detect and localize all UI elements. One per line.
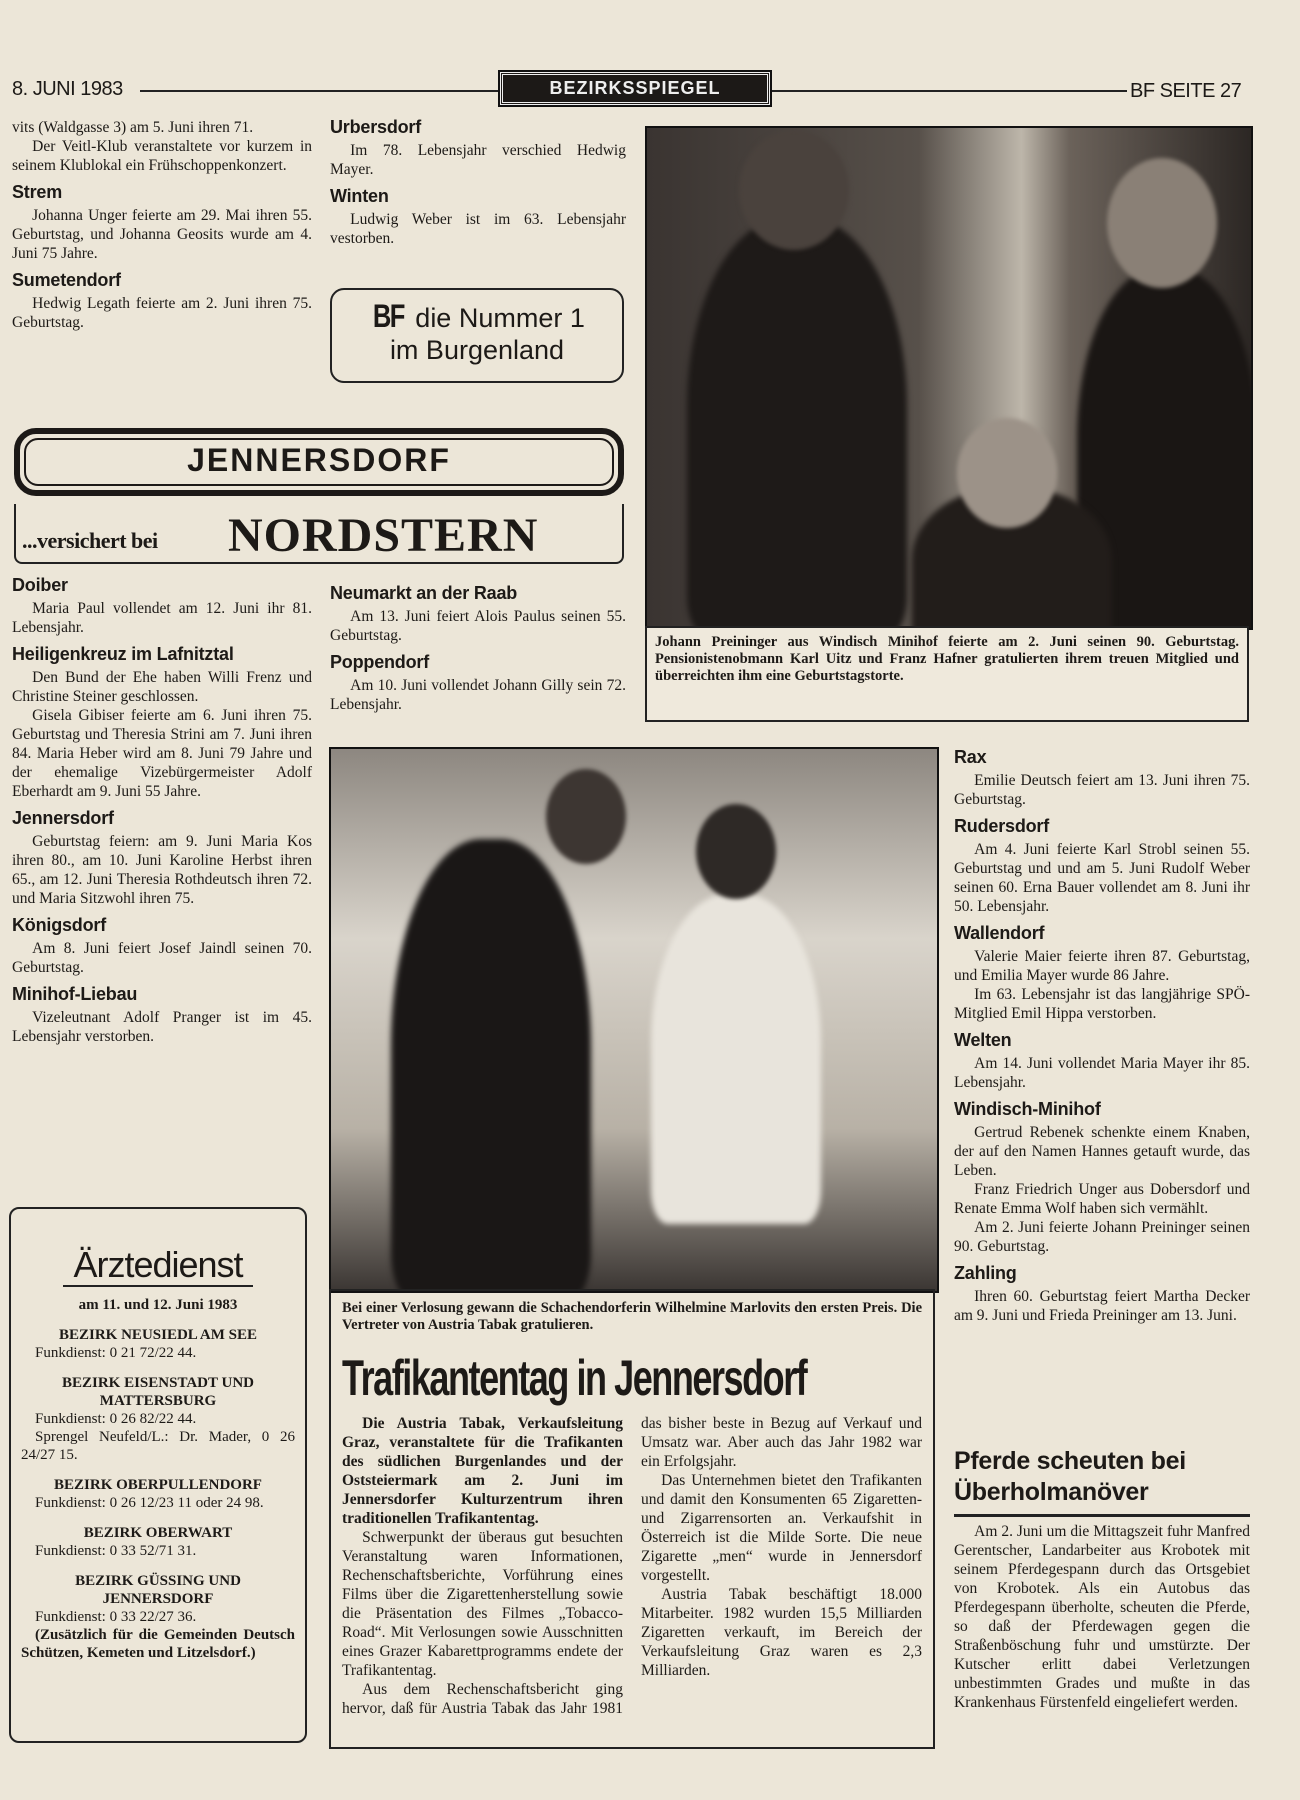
section-text: Ihren 60. Geburtstag feiert Martha Decker am 9. Juni und Frieda Preininger am 13. Juni. <box>954 1288 1250 1324</box>
section-text: Am 14. Juni vollendet Maria Mayer ihr 85. Lebensjahr. <box>954 1055 1250 1091</box>
woman-head <box>696 804 776 899</box>
article-paragraph: Austria Tabak beschäftigt 18.000 Mitarbeiter. 1982 wurden 15,5 Milliarden Zigaretten verkauft, im Bereich der Verkaufsleitung Graz waren es 2,3 Milliarden. <box>641 1586 922 1679</box>
section-text: Franz Friedrich Unger aus Dobersdorf und Renate Emma Wolf haben sich vermählt. <box>954 1181 1250 1217</box>
person-right-head <box>1107 158 1217 288</box>
district-name: BEZIRK GÜSSING UND JENNERSDORF <box>75 1573 241 1607</box>
aerztedienst-box <box>9 1207 307 1743</box>
district-line: Funkdienst: 0 33 52/71 31. <box>35 1543 197 1559</box>
section-text: Vizeleutnant Adolf Pranger ist im 45. Lebensjahr verstorben. <box>12 1009 312 1045</box>
section-text: Am 4. Juni feierte Karl Strobl seinen 55. Geburtstag und und am 5. Juni Rudolf Weber seinen 60. Erna Bauer vollendet am 8. Juni ihr 50. Lebensjahr. <box>954 841 1250 915</box>
header-rule-left <box>140 90 500 92</box>
ad-line-1: die Nummer 1 <box>415 303 585 333</box>
section-heading: Königsdorf <box>12 915 106 935</box>
photo1-caption: Johann Preininger aus Windisch Minihof feierte am 2. Juni seinen 90. Geburtstag. Pensionistenobmann Karl Uitz und Franz Hafner gratulierten ihrem treuen Mitglied und überreichten ihm eine Geburtstagstorte. <box>645 626 1249 722</box>
section-text: Im 78. Lebensjahr verschied Hedwig Mayer. <box>330 142 626 178</box>
article-headline: Trafikantentag in Jennersdorf <box>342 1350 807 1406</box>
section-text: Am 10. Juni vollendet Johann Gilly sein 72. Lebensjahr. <box>330 677 626 713</box>
section-heading: Urbersdorf <box>330 117 422 137</box>
left-top-column <box>12 118 312 332</box>
district-line: Funkdienst: 0 26 12/23 11 oder 24 98. <box>35 1495 264 1511</box>
continued-text: vits (Waldgasse 3) am 5. Juni ihren 71. <box>12 119 254 136</box>
woman-silhouette <box>651 894 821 1224</box>
col2-top-column <box>330 116 626 248</box>
section-text: Im 63. Lebensjahr ist das langjährige SPÖ-Mitglied Emil Hippa verstorben. <box>954 986 1250 1022</box>
section-text: Gisela Gibiser feierte am 6. Juni ihren 75. Geburtstag und Theresia Strini am 7. Juni ihren 84. Maria Heber wird am 8. Juni 79 Jahre und der ehemalige Vizebürgermeister Adolf Eberhardt am 9. Juni 55 Jahre. <box>12 707 312 800</box>
bf-ad-box <box>330 288 624 383</box>
section-text: Gertrud Rebenek schenkte einem Knaben, der auf den Namen Hannes getauft wurde, das Leben. <box>954 1124 1250 1179</box>
pferde-rule <box>954 1514 1250 1517</box>
section-heading: Sumetendorf <box>12 270 121 290</box>
section-label: BEZIRKSSPIEGEL <box>500 72 770 105</box>
district-name: BEZIRK NEUSIEDL AM SEE <box>59 1327 257 1343</box>
section-text: Johanna Unger feierte am 29. Mai ihren 55. Geburtstag, und Johanna Geosits wurde am 4. Juni 75 Jahre. <box>12 207 312 262</box>
section-heading: Wallendorf <box>954 923 1045 943</box>
section-heading: Welten <box>954 1030 1012 1050</box>
person-seated-head <box>957 418 1057 528</box>
man-head <box>546 769 626 864</box>
district-line: Sprengel Neufeld/L.: Dr. Mader, 0 26 24/27 15. <box>21 1429 295 1463</box>
ad-line-2: im Burgenland <box>389 335 565 365</box>
pferde-headline: Pferde scheuten bei Überholmanöver <box>954 1447 1186 1506</box>
section-text: Am 13. Juni feiert Alois Paulus seinen 55. Geburtstag. <box>330 608 626 644</box>
page-number: BF SEITE 27 <box>1130 80 1242 102</box>
aerztedienst-title: Ärztedienst <box>63 1245 252 1287</box>
birthday-photo <box>645 126 1253 630</box>
pferde-body <box>954 1522 1250 1712</box>
page-date: 8. JUNI 1983 <box>12 78 123 100</box>
section-heading: Heiligenkreuz im Lafnitztal <box>12 644 234 664</box>
sponsor-name: NORDSTERN <box>228 509 539 562</box>
district-line: Funkdienst: 0 26 82/22 44. <box>35 1411 197 1427</box>
section-text: Hedwig Legath feierte am 2. Juni ihren 75. Geburtstag. <box>12 295 312 331</box>
section-text: Maria Paul vollendet am 12. Juni ihr 81. Lebensjahr. <box>12 600 312 636</box>
district-line: Funkdienst: 0 21 72/22 44. <box>35 1345 197 1361</box>
raffle-photo <box>329 747 939 1293</box>
section-text: Geburtstag feiern: am 9. Juni Maria Kos ihren 80., am 10. Juni Karoline Herbst ihren 65., am 12. Juni Theresia Rothdeutsch ihren 72. und Maria Sitzwohl ihren 75. <box>12 833 312 907</box>
sponsor-prefix: ...versichert bei <box>22 528 158 553</box>
continued-text: Der Veitl-Klub veranstaltete vor kurzem in seinem Klublokal ein Frühschoppenkonzert. <box>12 138 312 174</box>
col2-column <box>330 582 626 714</box>
article-paragraph: Das Unternehmen bietet den Trafikanten und damit den Konsumenten 65 Zigaretten- und Zigarrensorten an. Verkaufshit in Österreich ist die Milde Sorte. Die neue Zigarette „men“ wurde in Jennersdorf vorgestellt. <box>641 1472 922 1584</box>
section-heading: Minihof-Liebau <box>12 984 138 1004</box>
article-paragraph: Die Austria Tabak, Verkaufsleitung Graz, veranstaltete für die Trafikanten des südlichen Burgenlandes und der Oststeiermark am 2. Juni im Jennersdorfer Kulturzentrum ihren traditionellen Trafikantentag. <box>342 1415 623 1527</box>
bf-logo: BF <box>372 298 404 334</box>
district-name: BEZIRK EISENSTADT UND MATTERSBURG <box>61 1375 254 1409</box>
region-title: JENNERSDORF <box>187 442 451 478</box>
section-heading: Poppendorf <box>330 652 429 672</box>
section-heading: Rudersdorf <box>954 816 1050 836</box>
section-text: Valerie Maier feierte ihren 87. Geburtstag, und Emilia Mayer wurde 86 Jahre. <box>954 948 1250 984</box>
person-left-head <box>739 130 849 250</box>
section-text: Ludwig Weber ist im 63. Lebensjahr vestorben. <box>330 211 626 247</box>
person-left-silhouette <box>687 218 907 630</box>
photo2-caption: Bei einer Verlosung gewann die Schachendorferin Wilhelmine Marlovits den ersten Preis. Die Vertreter von Austria Tabak gratulieren. <box>342 1300 922 1333</box>
aerztedienst-date: am 11. und 12. Juni 1983 <box>78 1297 238 1313</box>
section-text: Emilie Deutsch feiert am 13. Juni ihren 75. Geburtstag. <box>954 772 1250 808</box>
district-name: BEZIRK OBERPULLENDORF <box>54 1477 262 1493</box>
region-banner <box>14 428 624 496</box>
section-text: Am 8. Juni feiert Josef Jaindl seinen 70. Geburtstag. <box>12 940 312 976</box>
header-rule-right <box>772 90 1127 92</box>
section-text: Am 2. Juni feierte Johann Preininger seinen 90. Geburtstag. <box>954 1219 1250 1255</box>
section-heading: Doiber <box>12 575 68 595</box>
right-column <box>954 746 1250 1325</box>
man-silhouette <box>391 839 591 1293</box>
sponsor-banner <box>14 504 624 564</box>
district-line: (Zusätzlich für die Gemeinden Deutsch Schützen, Kemeten und Litzelsdorf.) <box>21 1627 295 1661</box>
article-paragraph: Aus dem Rechenschaftsbericht ging hervor, daß für Austria Tabak das Jahr 1981 das bisher beste in Bezug auf Verkauf und Umsatz war. Aber auch das Jahr 1982 war ein Erfolgsjahr. <box>342 1415 922 1717</box>
article-paragraph: Am 2. Juni um die Mittagszeit fuhr Manfred Gerentscher, Landarbeiter aus Krobotek mit seinem Pferdegespann durch das Ortsgebiet von Krobotek. Als ein Autobus das Pferdegespann überholte, scheuten die Pferde, so daß der Pferdewagen gegen die Straßenböschung fuhr und umstürzte. Der Kutscher erlitt dabei Verletzungen unbestimmten Grades und mußte in das Krankenhaus Fürstenfeld eingeliefert werden. <box>954 1523 1250 1711</box>
section-heading: Strem <box>12 182 63 202</box>
district-name: BEZIRK OBERWART <box>83 1525 233 1541</box>
district-line: Funkdienst: 0 33 22/27 36. <box>35 1609 197 1625</box>
section-heading: Windisch-Minihof <box>954 1099 1101 1119</box>
article-paragraph: Schwerpunkt der überaus gut besuchten Veranstaltung waren Informationen, Rechenschaftsberichte, Vorführung eines Films über die Zigarettenherstellung sowie die Präsentation des Filmes „Tobacco-Road“. Mit Verlosungen sowie Ausschnitten eines Grazer Kabarettprogramms endete der Trafikantentag. <box>342 1529 623 1679</box>
section-heading: Neumarkt an der Raab <box>330 583 518 603</box>
article-body <box>342 1414 922 1744</box>
section-text: Den Bund der Ehe haben Willi Frenz und Christine Steiner geschlossen. <box>12 669 312 705</box>
left-column <box>12 574 312 1046</box>
section-heading: Zahling <box>954 1263 1017 1283</box>
section-heading: Jennersdorf <box>12 808 114 828</box>
section-heading: Winten <box>330 186 389 206</box>
section-heading: Rax <box>954 747 987 767</box>
